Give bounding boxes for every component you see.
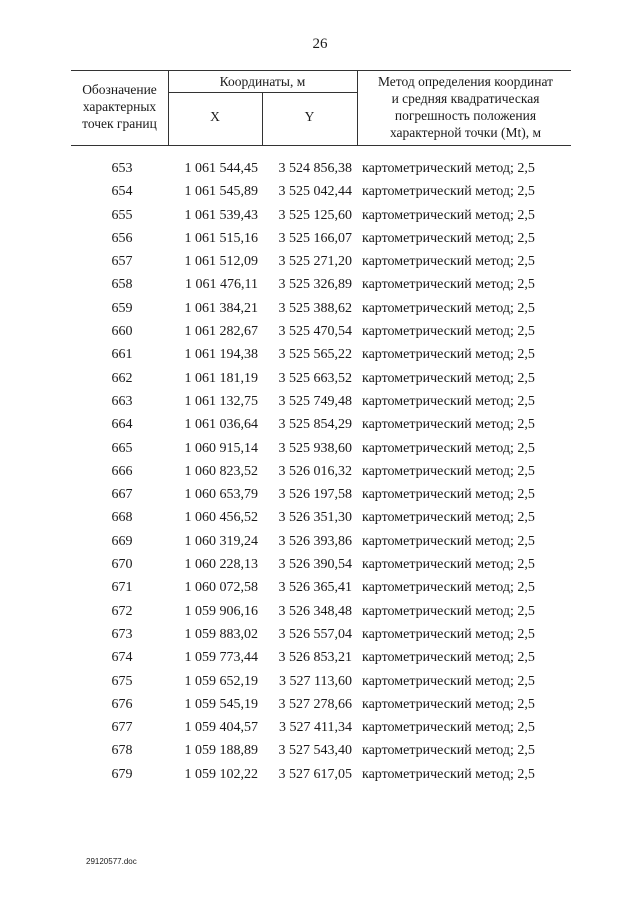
method-cell: картометрический метод; 2,5 bbox=[362, 393, 535, 409]
x-coordinate-cell: 1 061 512,09 bbox=[184, 254, 258, 270]
x-coordinate-cell: 1 061 036,64 bbox=[184, 417, 258, 433]
x-coordinate-cell: 1 060 915,14 bbox=[184, 440, 258, 456]
x-coordinate-cell: 1 059 773,44 bbox=[184, 650, 258, 666]
method-cell: картометрический метод; 2,5 bbox=[362, 650, 535, 666]
x-coordinate-cell: 1 060 319,24 bbox=[184, 533, 258, 549]
x-coordinate-cell: 1 059 652,19 bbox=[184, 673, 258, 689]
point-id-cell: 676 bbox=[111, 696, 133, 712]
method-cell: картометрический метод; 2,5 bbox=[362, 463, 535, 479]
point-id-cell: 666 bbox=[111, 463, 133, 479]
header-method-label: Метод определения координат и средняя квадратическая погрешность положения характерной точки (Mt), м bbox=[377, 74, 554, 140]
method-cell: картометрический метод; 2,5 bbox=[362, 324, 535, 340]
table-row bbox=[0, 320, 640, 343]
x-coordinate-cell: 1 060 653,79 bbox=[184, 487, 258, 503]
table-row bbox=[0, 553, 640, 576]
method-cell: картометрический метод; 2,5 bbox=[362, 300, 535, 316]
x-coordinate-cell: 1 061 384,21 bbox=[184, 300, 258, 316]
y-coordinate-cell: 3 526 351,30 bbox=[278, 510, 352, 526]
point-id-cell: 660 bbox=[111, 324, 133, 340]
y-coordinate-cell: 3 525 854,29 bbox=[278, 417, 352, 433]
x-coordinate-cell: 1 061 539,43 bbox=[184, 207, 258, 223]
method-cell: картометрический метод; 2,5 bbox=[362, 743, 535, 759]
table-header bbox=[71, 70, 571, 146]
method-cell: картометрический метод; 2,5 bbox=[362, 207, 535, 223]
table-row bbox=[0, 227, 640, 250]
table-row bbox=[0, 739, 640, 762]
point-id-cell: 675 bbox=[111, 673, 133, 689]
document-filename: 29120577.doc bbox=[86, 857, 137, 866]
header-y-label: Y bbox=[304, 109, 315, 124]
method-cell: картометрический метод; 2,5 bbox=[362, 417, 535, 433]
table-row bbox=[0, 576, 640, 599]
method-cell: картометрический метод; 2,5 bbox=[362, 161, 535, 176]
point-id-cell: 674 bbox=[111, 650, 133, 666]
table-row bbox=[0, 180, 640, 203]
method-cell: картометрический метод; 2,5 bbox=[362, 626, 535, 642]
method-cell: картометрический метод; 2,5 bbox=[362, 533, 535, 549]
y-coordinate-cell: 3 526 016,32 bbox=[278, 463, 352, 479]
header-divider bbox=[357, 70, 358, 146]
table-row bbox=[0, 763, 640, 786]
y-coordinate-cell: 3 525 663,52 bbox=[278, 370, 352, 386]
x-coordinate-cell: 1 061 544,45 bbox=[184, 161, 258, 176]
y-coordinate-cell: 3 525 125,60 bbox=[278, 207, 352, 223]
point-id-cell: 672 bbox=[111, 603, 133, 619]
y-coordinate-cell: 3 527 617,05 bbox=[278, 766, 352, 782]
x-coordinate-cell: 1 061 545,89 bbox=[184, 184, 258, 200]
point-id-cell: 671 bbox=[111, 580, 133, 596]
y-coordinate-cell: 3 526 348,48 bbox=[278, 603, 352, 619]
table-row bbox=[0, 693, 640, 716]
table-body bbox=[0, 157, 640, 786]
method-cell: картометрический метод; 2,5 bbox=[362, 557, 535, 573]
table-row bbox=[0, 297, 640, 320]
method-cell: картометрический метод; 2,5 bbox=[362, 603, 535, 619]
table-row bbox=[0, 600, 640, 623]
table-row bbox=[0, 413, 640, 436]
table-row bbox=[0, 367, 640, 390]
y-coordinate-cell: 3 527 543,40 bbox=[278, 743, 352, 759]
x-coordinate-cell: 1 060 456,52 bbox=[184, 510, 258, 526]
point-id-cell: 657 bbox=[111, 254, 133, 270]
y-coordinate-cell: 3 526 197,58 bbox=[278, 487, 352, 503]
point-id-cell: 667 bbox=[111, 487, 133, 503]
header-point-label: Обозначение характерных точек границ bbox=[82, 82, 157, 131]
method-cell: картометрический метод; 2,5 bbox=[362, 440, 535, 456]
point-id-cell: 656 bbox=[111, 230, 133, 246]
x-coordinate-cell: 1 061 194,38 bbox=[184, 347, 258, 363]
y-coordinate-cell: 3 525 388,62 bbox=[278, 300, 352, 316]
x-coordinate-cell: 1 060 228,13 bbox=[184, 557, 258, 573]
point-id-cell: 677 bbox=[111, 720, 133, 736]
table-row bbox=[0, 530, 640, 553]
method-cell: картометрический метод; 2,5 bbox=[362, 277, 535, 293]
x-coordinate-cell: 1 060 823,52 bbox=[184, 463, 258, 479]
header-coordinates-label: Координаты, м bbox=[219, 74, 306, 89]
y-coordinate-cell: 3 526 557,04 bbox=[278, 626, 352, 642]
table-row bbox=[0, 273, 640, 296]
x-coordinate-cell: 1 059 188,89 bbox=[184, 743, 258, 759]
y-coordinate-cell: 3 527 278,66 bbox=[278, 696, 352, 712]
x-coordinate-cell: 1 061 282,67 bbox=[184, 324, 258, 340]
y-coordinate-cell: 3 525 470,54 bbox=[278, 324, 352, 340]
y-coordinate-cell: 3 527 113,60 bbox=[279, 673, 352, 689]
point-id-cell: 665 bbox=[111, 440, 133, 456]
method-cell: картометрический метод; 2,5 bbox=[362, 720, 535, 736]
y-coordinate-cell: 3 524 856,38 bbox=[278, 161, 352, 176]
point-id-cell: 678 bbox=[111, 743, 133, 759]
header-top-rule bbox=[71, 70, 571, 71]
y-coordinate-cell: 3 527 411,34 bbox=[279, 720, 352, 736]
table-row bbox=[0, 670, 640, 693]
y-coordinate-cell: 3 526 365,41 bbox=[278, 580, 352, 596]
table-row bbox=[0, 506, 640, 529]
x-coordinate-cell: 1 059 883,02 bbox=[184, 626, 258, 642]
point-id-cell: 662 bbox=[111, 370, 133, 386]
y-coordinate-cell: 3 525 938,60 bbox=[278, 440, 352, 456]
table-row bbox=[0, 646, 640, 669]
method-cell: картометрический метод; 2,5 bbox=[362, 580, 535, 596]
x-coordinate-cell: 1 061 476,11 bbox=[185, 277, 258, 293]
x-coordinate-cell: 1 059 102,22 bbox=[184, 766, 258, 782]
y-coordinate-cell: 3 525 749,48 bbox=[278, 393, 352, 409]
point-id-cell: 669 bbox=[111, 533, 133, 549]
table-row bbox=[0, 390, 640, 413]
header-bottom-rule bbox=[71, 145, 571, 146]
table-row bbox=[0, 204, 640, 227]
method-cell: картометрический метод; 2,5 bbox=[362, 673, 535, 689]
x-coordinate-cell: 1 059 545,19 bbox=[184, 696, 258, 712]
table-row bbox=[0, 250, 640, 273]
table-row bbox=[0, 460, 640, 483]
point-id-cell: 653 bbox=[111, 161, 133, 176]
table-row bbox=[0, 623, 640, 646]
x-coordinate-cell: 1 061 515,16 bbox=[184, 230, 258, 246]
point-id-cell: 655 bbox=[111, 207, 133, 223]
table-row bbox=[0, 716, 640, 739]
y-coordinate-cell: 3 525 271,20 bbox=[278, 254, 352, 270]
method-cell: картометрический метод; 2,5 bbox=[362, 696, 535, 712]
point-id-cell: 670 bbox=[111, 557, 133, 573]
method-cell: картометрический метод; 2,5 bbox=[362, 347, 535, 363]
point-id-cell: 663 bbox=[111, 393, 133, 409]
method-cell: картометрический метод; 2,5 bbox=[362, 184, 535, 200]
y-coordinate-cell: 3 526 393,86 bbox=[278, 533, 352, 549]
point-id-cell: 659 bbox=[111, 300, 133, 316]
header-coords-rule bbox=[168, 92, 357, 93]
table-row bbox=[0, 437, 640, 460]
x-coordinate-cell: 1 059 404,57 bbox=[184, 720, 258, 736]
y-coordinate-cell: 3 526 390,54 bbox=[278, 557, 352, 573]
point-id-cell: 664 bbox=[111, 417, 133, 433]
method-cell: картометрический метод; 2,5 bbox=[362, 510, 535, 526]
point-id-cell: 668 bbox=[111, 510, 133, 526]
page-number: 26 bbox=[312, 36, 328, 52]
table-row bbox=[0, 157, 640, 180]
point-id-cell: 654 bbox=[111, 184, 133, 200]
method-cell: картометрический метод; 2,5 bbox=[362, 254, 535, 270]
point-id-cell: 679 bbox=[111, 766, 133, 782]
point-id-cell: 658 bbox=[111, 277, 133, 293]
x-coordinate-cell: 1 061 132,75 bbox=[184, 393, 258, 409]
y-coordinate-cell: 3 525 565,22 bbox=[278, 347, 352, 363]
y-coordinate-cell: 3 526 853,21 bbox=[278, 650, 352, 666]
method-cell: картометрический метод; 2,5 bbox=[362, 766, 535, 782]
method-cell: картометрический метод; 2,5 bbox=[362, 370, 535, 386]
x-coordinate-cell: 1 059 906,16 bbox=[184, 603, 258, 619]
point-id-cell: 673 bbox=[111, 626, 133, 642]
header-x-label: X bbox=[210, 109, 220, 124]
x-coordinate-cell: 1 060 072,58 bbox=[184, 580, 258, 596]
point-id-cell: 661 bbox=[111, 347, 133, 363]
method-cell: картометрический метод; 2,5 bbox=[362, 230, 535, 246]
method-cell: картометрический метод; 2,5 bbox=[362, 487, 535, 503]
table-row bbox=[0, 343, 640, 366]
x-coordinate-cell: 1 061 181,19 bbox=[184, 370, 258, 386]
y-coordinate-cell: 3 525 166,07 bbox=[278, 230, 352, 246]
y-coordinate-cell: 3 525 042,44 bbox=[278, 184, 352, 200]
y-coordinate-cell: 3 525 326,89 bbox=[278, 277, 352, 293]
table-row bbox=[0, 483, 640, 506]
